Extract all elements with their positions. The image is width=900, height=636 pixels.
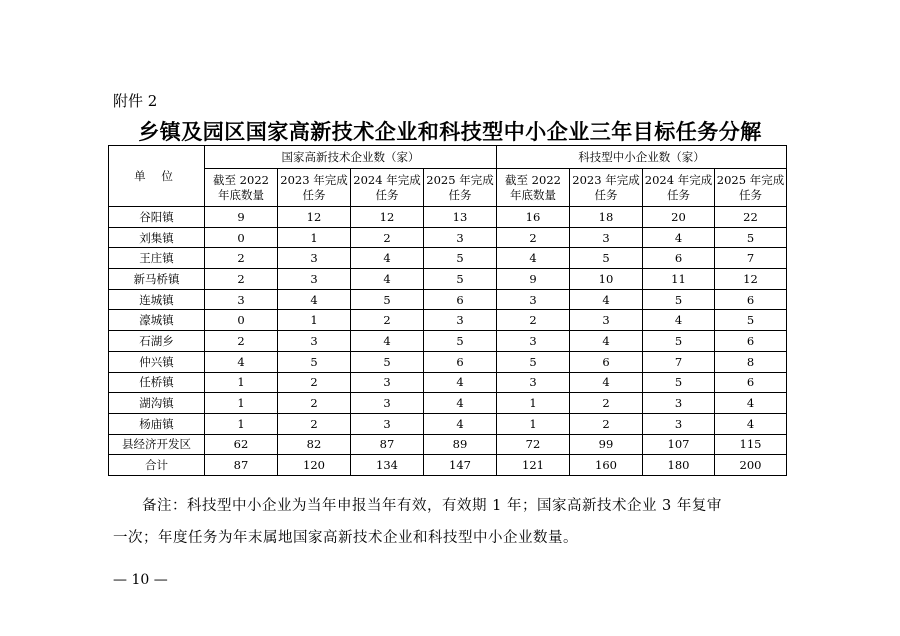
table-cell: 22 bbox=[715, 207, 787, 228]
table-cell: 134 bbox=[351, 455, 424, 476]
table-cell: 5 bbox=[424, 248, 497, 269]
table-cell: 2 bbox=[205, 248, 278, 269]
table-cell: 3 bbox=[643, 393, 715, 414]
sub-header-5 bbox=[570, 169, 643, 207]
sub-header-6 bbox=[643, 169, 715, 207]
table-cell: 120 bbox=[278, 455, 351, 476]
row-unit-name: 新马桥镇 bbox=[109, 269, 205, 290]
table-cell: 4 bbox=[205, 351, 278, 372]
table-cell: 87 bbox=[351, 434, 424, 455]
table-cell: 3 bbox=[351, 393, 424, 414]
table-cell: 4 bbox=[351, 248, 424, 269]
table-row bbox=[109, 289, 787, 310]
table-cell: 2 bbox=[205, 269, 278, 290]
row-unit-name: 合计 bbox=[109, 455, 205, 476]
table-cell: 87 bbox=[205, 455, 278, 476]
sub-header-line: 任务 bbox=[667, 187, 690, 202]
table-cell: 4 bbox=[715, 413, 787, 434]
table-cell: 72 bbox=[497, 434, 570, 455]
table-cell: 1 bbox=[205, 393, 278, 414]
table-cell: 3 bbox=[278, 331, 351, 352]
table-cell: 2 bbox=[351, 227, 424, 248]
table-cell: 5 bbox=[570, 248, 643, 269]
sub-header-line: 2024 年完成 bbox=[353, 172, 421, 187]
table-cell: 2 bbox=[497, 310, 570, 331]
table-cell: 3 bbox=[570, 310, 643, 331]
table-row bbox=[109, 331, 787, 352]
row-unit-name: 刘集镇 bbox=[109, 227, 205, 248]
page-number: — 10 — bbox=[113, 572, 168, 588]
sub-header-3 bbox=[424, 169, 497, 207]
attachment-label: 附件 2 bbox=[113, 92, 158, 110]
table-cell: 62 bbox=[205, 434, 278, 455]
table-cell: 3 bbox=[424, 227, 497, 248]
table-cell: 8 bbox=[715, 351, 787, 372]
table-cell: 6 bbox=[715, 372, 787, 393]
sub-header-line: 任务 bbox=[448, 187, 472, 202]
table-cell: 2 bbox=[570, 393, 643, 414]
sub-header-7 bbox=[715, 169, 787, 207]
row-unit-name: 湖沟镇 bbox=[109, 393, 205, 414]
sub-header-line: 2023 年完成 bbox=[280, 172, 348, 187]
table-cell: 2 bbox=[278, 372, 351, 393]
sub-header-line: 任务 bbox=[594, 187, 618, 202]
table-cell: 3 bbox=[497, 289, 570, 310]
table-cell: 1 bbox=[278, 310, 351, 331]
sub-header-line: 2025 年完成 bbox=[426, 172, 494, 187]
table-cell: 4 bbox=[497, 248, 570, 269]
table-cell: 5 bbox=[351, 289, 424, 310]
table-cell: 147 bbox=[424, 455, 497, 476]
sub-header-0 bbox=[205, 169, 278, 207]
table-cell: 6 bbox=[424, 351, 497, 372]
row-unit-name: 谷阳镇 bbox=[109, 207, 205, 228]
table-cell: 5 bbox=[424, 269, 497, 290]
table-cell: 0 bbox=[205, 227, 278, 248]
table-cell: 6 bbox=[424, 289, 497, 310]
table-cell: 4 bbox=[643, 310, 715, 331]
table-row bbox=[109, 372, 787, 393]
table-cell: 160 bbox=[570, 455, 643, 476]
sub-header-line: 年底数量 bbox=[510, 187, 556, 202]
table-cell: 10 bbox=[570, 269, 643, 290]
table-cell: 6 bbox=[715, 331, 787, 352]
table-cell: 3 bbox=[497, 331, 570, 352]
table-cell: 1 bbox=[278, 227, 351, 248]
table-cell: 5 bbox=[278, 351, 351, 372]
table-cell: 4 bbox=[715, 393, 787, 414]
table-cell: 3 bbox=[351, 413, 424, 434]
table-cell: 4 bbox=[351, 331, 424, 352]
table-row bbox=[109, 351, 787, 372]
group-header-high-tech: 国家高新技术企业数（家） bbox=[205, 146, 497, 169]
remark-note bbox=[113, 490, 793, 554]
sub-header-line: 任务 bbox=[739, 187, 762, 202]
remark-line-1: 备注：科技型中小企业为当年申报当年有效，有效期 1 年；国家高新技术企业 3 年复审 bbox=[142, 498, 722, 514]
table-row bbox=[109, 434, 787, 455]
table-cell: 1 bbox=[205, 413, 278, 434]
sub-header-line: 2023 年完成 bbox=[572, 172, 640, 187]
table-cell: 82 bbox=[278, 434, 351, 455]
table-cell: 1 bbox=[497, 393, 570, 414]
table-cell: 2 bbox=[205, 331, 278, 352]
table-cell: 6 bbox=[643, 248, 715, 269]
table-cell: 3 bbox=[643, 413, 715, 434]
target-task-table bbox=[108, 145, 787, 476]
row-unit-name: 任桥镇 bbox=[109, 372, 205, 393]
table-cell: 5 bbox=[643, 372, 715, 393]
sub-header-line: 2025 年完成 bbox=[716, 172, 785, 187]
table-cell: 2 bbox=[351, 310, 424, 331]
table-cell: 3 bbox=[278, 248, 351, 269]
row-unit-name: 王庄镇 bbox=[109, 248, 205, 269]
table-cell: 12 bbox=[278, 207, 351, 228]
table-cell: 9 bbox=[497, 269, 570, 290]
unit-column-header: 单 位 bbox=[109, 146, 205, 207]
table-cell: 3 bbox=[424, 310, 497, 331]
row-unit-name: 石湖乡 bbox=[109, 331, 205, 352]
table-cell: 5 bbox=[424, 331, 497, 352]
sub-header-line: 截至 2022 bbox=[505, 172, 561, 187]
table-cell: 89 bbox=[424, 434, 497, 455]
table-cell: 3 bbox=[278, 269, 351, 290]
row-unit-name: 杨庙镇 bbox=[109, 413, 205, 434]
group-header-sme: 科技型中小企业数（家） bbox=[497, 146, 787, 169]
row-unit-name: 连城镇 bbox=[109, 289, 205, 310]
table-cell: 2 bbox=[497, 227, 570, 248]
sub-header-1 bbox=[278, 169, 351, 207]
table-row bbox=[109, 269, 787, 290]
table-cell: 13 bbox=[424, 207, 497, 228]
document-title: 乡镇及园区国家高新技术企业和科技型中小企业三年目标任务分解 bbox=[138, 119, 762, 144]
table-row bbox=[109, 248, 787, 269]
remark-line-2: 一次；年度任务为年末属地国家高新技术企业和科技型中小企业数量。 bbox=[113, 530, 578, 546]
table-cell: 5 bbox=[497, 351, 570, 372]
sub-header-4 bbox=[497, 169, 570, 207]
table-cell: 0 bbox=[205, 310, 278, 331]
table-cell: 6 bbox=[570, 351, 643, 372]
table-cell: 4 bbox=[351, 269, 424, 290]
table-cell: 3 bbox=[497, 372, 570, 393]
table-cell: 20 bbox=[643, 207, 715, 228]
table-cell: 3 bbox=[570, 227, 643, 248]
table-cell: 4 bbox=[424, 372, 497, 393]
table-cell: 18 bbox=[570, 207, 643, 228]
table-cell: 12 bbox=[715, 269, 787, 290]
table-cell: 4 bbox=[570, 289, 643, 310]
table-cell: 180 bbox=[643, 455, 715, 476]
table-cell: 4 bbox=[643, 227, 715, 248]
sub-header-line: 2024 年完成 bbox=[644, 172, 713, 187]
table-row bbox=[109, 207, 787, 228]
table-cell: 16 bbox=[497, 207, 570, 228]
table-cell: 1 bbox=[205, 372, 278, 393]
row-unit-name: 濠城镇 bbox=[109, 310, 205, 331]
row-unit-name: 仲兴镇 bbox=[109, 351, 205, 372]
table-cell: 6 bbox=[715, 289, 787, 310]
table-cell: 121 bbox=[497, 455, 570, 476]
sub-header-2 bbox=[351, 169, 424, 207]
table-cell: 115 bbox=[715, 434, 787, 455]
table-cell: 7 bbox=[643, 351, 715, 372]
table-cell: 11 bbox=[643, 269, 715, 290]
table-row bbox=[109, 413, 787, 434]
table-cell: 2 bbox=[278, 413, 351, 434]
table-cell: 2 bbox=[570, 413, 643, 434]
table-cell: 5 bbox=[643, 331, 715, 352]
table-row bbox=[109, 393, 787, 414]
table-row bbox=[109, 227, 787, 248]
table-cell: 4 bbox=[570, 372, 643, 393]
sub-header-line: 任务 bbox=[375, 187, 399, 202]
table-cell: 4 bbox=[424, 393, 497, 414]
sub-header-line: 任务 bbox=[302, 187, 326, 202]
table-cell: 3 bbox=[351, 372, 424, 393]
row-unit-name: 县经济开发区 bbox=[109, 434, 205, 455]
table-cell: 2 bbox=[278, 393, 351, 414]
table-cell: 5 bbox=[351, 351, 424, 372]
table-cell: 9 bbox=[205, 207, 278, 228]
sub-header-line: 截至 2022 bbox=[213, 172, 269, 187]
sub-header-line: 年底数量 bbox=[218, 187, 264, 202]
table-row bbox=[109, 310, 787, 331]
table-cell: 4 bbox=[278, 289, 351, 310]
table-cell: 107 bbox=[643, 434, 715, 455]
table-cell: 5 bbox=[715, 227, 787, 248]
table-cell: 4 bbox=[570, 331, 643, 352]
table-cell: 3 bbox=[205, 289, 278, 310]
table-cell: 99 bbox=[570, 434, 643, 455]
table-cell: 5 bbox=[643, 289, 715, 310]
table-cell: 1 bbox=[497, 413, 570, 434]
table-cell: 5 bbox=[715, 310, 787, 331]
table-cell: 12 bbox=[351, 207, 424, 228]
table-row bbox=[109, 455, 787, 476]
table-cell: 4 bbox=[424, 413, 497, 434]
table-cell: 200 bbox=[715, 455, 787, 476]
table-cell: 7 bbox=[715, 248, 787, 269]
